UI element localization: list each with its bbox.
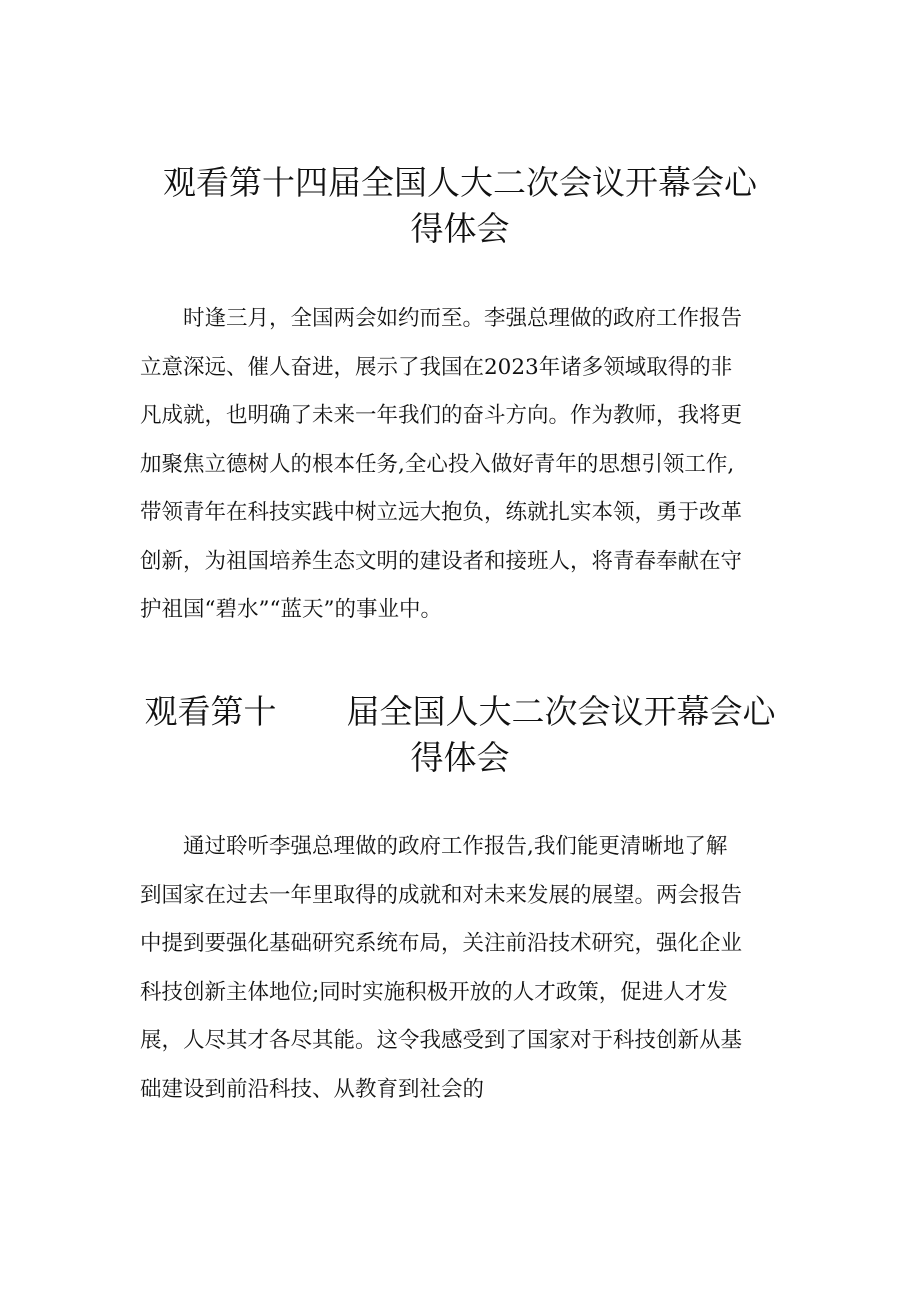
- section-2-title-line-1: [100, 689, 820, 735]
- paragraph-line: 带领青年在科技实践中树立远大抱负，练就扎实本领，勇于改革: [140, 500, 743, 525]
- section-2-title-part-a: 观看第十: [144, 692, 277, 731]
- paragraph-line: 加聚焦立德树人的根本任务,全心投入做好青年的思想引领工作,: [140, 451, 735, 477]
- section-1-title: [100, 160, 820, 252]
- paragraph-line: 护祖国“碧水”“蓝天”的事业中。: [140, 597, 442, 622]
- paragraph-line: 中提到要强化基础研究系统布局，关注前沿技术研究，强化企业: [140, 931, 743, 956]
- paragraph-line: 时逢三月，全国两会如约而至。李强总理做的政府工作报告: [183, 306, 743, 331]
- paragraph-line: 展，人尽其才各尽其能。这令我感受到了国家对于科技创新从基: [140, 1028, 743, 1053]
- section-2-title-part-b: 届全国人大二次会议开幕会心: [346, 692, 776, 731]
- section-1-paragraph: [140, 295, 785, 635]
- paragraph-line: 凡成就，也明确了未来一年我们的奋斗方向。作为教师，我将更: [140, 403, 743, 428]
- paragraph-line: 到国家在过去一年里取得的成就和对未来发展的展望。两会报告: [140, 882, 743, 908]
- section-2-title-line-2: 得体会: [410, 738, 510, 777]
- paragraph-line: 科技创新主体地位;同时实施积极开放的人才政策，促进人才发: [140, 979, 728, 1005]
- section-2-title: [100, 689, 820, 781]
- paragraph-line: 础建设到前沿科技、从教育到社会的: [140, 1076, 485, 1102]
- section-1-title-line-1: 观看第十四届全国人大二次会议开幕会心: [163, 163, 757, 202]
- paragraph-line: 创新，为祖国培养生态文明的建设者和接班人，将青春奉献在守: [140, 548, 743, 574]
- paragraph-line: 立意深远、催人奋进，展示了我国在2023年诸多领域取得的非: [140, 354, 733, 380]
- section-2-paragraph: [140, 823, 785, 1114]
- section-1-title-line-2: 得体会: [410, 209, 510, 248]
- paragraph-line: 通过聆听李强总理做的政府工作报告,我们能更清晰地了解: [183, 834, 728, 859]
